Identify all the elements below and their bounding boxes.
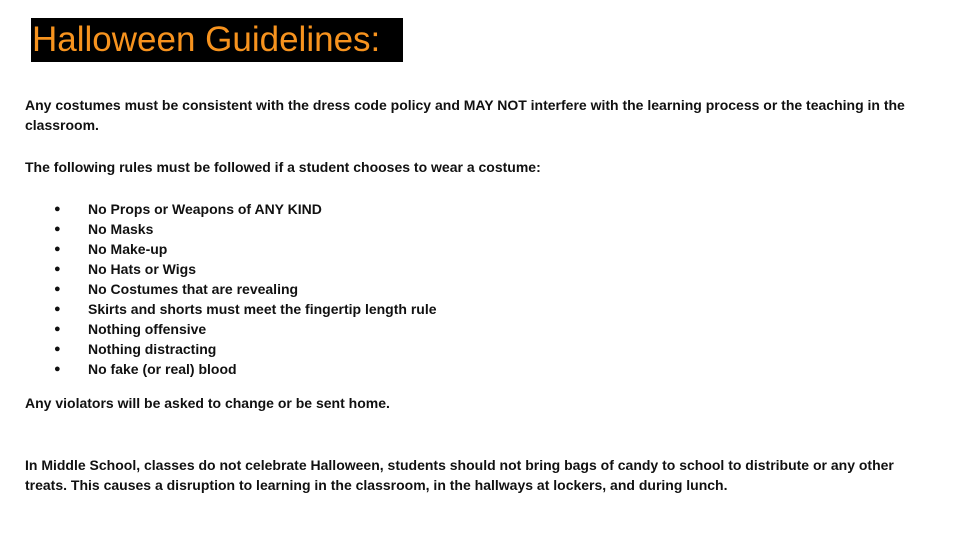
bullet-icon: ● bbox=[54, 243, 61, 255]
page-title: Halloween Guidelines: bbox=[32, 20, 381, 59]
rule-text: No Costumes that are revealing bbox=[88, 281, 299, 297]
bullet-icon: ● bbox=[54, 363, 61, 375]
rules-heading: The following rules must be followed if a student chooses to wear a costume: bbox=[25, 159, 541, 175]
rule-text: No Hats or Wigs bbox=[88, 261, 196, 277]
rule-text: No Make-up bbox=[88, 241, 168, 257]
bullet-icon: ● bbox=[54, 203, 61, 215]
rule-text: Skirts and shorts must meet the fingertip length rule bbox=[88, 301, 437, 317]
bullet-icon: ● bbox=[54, 343, 61, 355]
bullet-icon: ● bbox=[54, 283, 61, 295]
rule-text: No fake (or real) blood bbox=[88, 361, 237, 377]
bullet-icon: ● bbox=[54, 223, 61, 235]
middle-school-note: In Middle School, classes do not celebrate Halloween, students should not bring bags of candy to school to distribute or any other treats. This causes a disruption to learning in the classroom, in the hallways at lockers, and during lunch. bbox=[25, 457, 894, 493]
intro-paragraph: Any costumes must be consistent with the dress code policy and MAY NOT interfere with the learning process or the teaching in the classroom. bbox=[25, 97, 905, 133]
title-banner bbox=[31, 18, 403, 62]
bullet-icon: ● bbox=[54, 303, 61, 315]
bullet-icon: ● bbox=[54, 263, 61, 275]
rule-text: No Masks bbox=[88, 221, 154, 237]
bullet-icon: ● bbox=[54, 323, 61, 335]
rule-text: No Props or Weapons of ANY KIND bbox=[88, 201, 322, 217]
violators-note: Any violators will be asked to change or be sent home. bbox=[25, 395, 390, 411]
rule-text: Nothing distracting bbox=[88, 341, 217, 357]
rule-text: Nothing offensive bbox=[88, 321, 207, 337]
